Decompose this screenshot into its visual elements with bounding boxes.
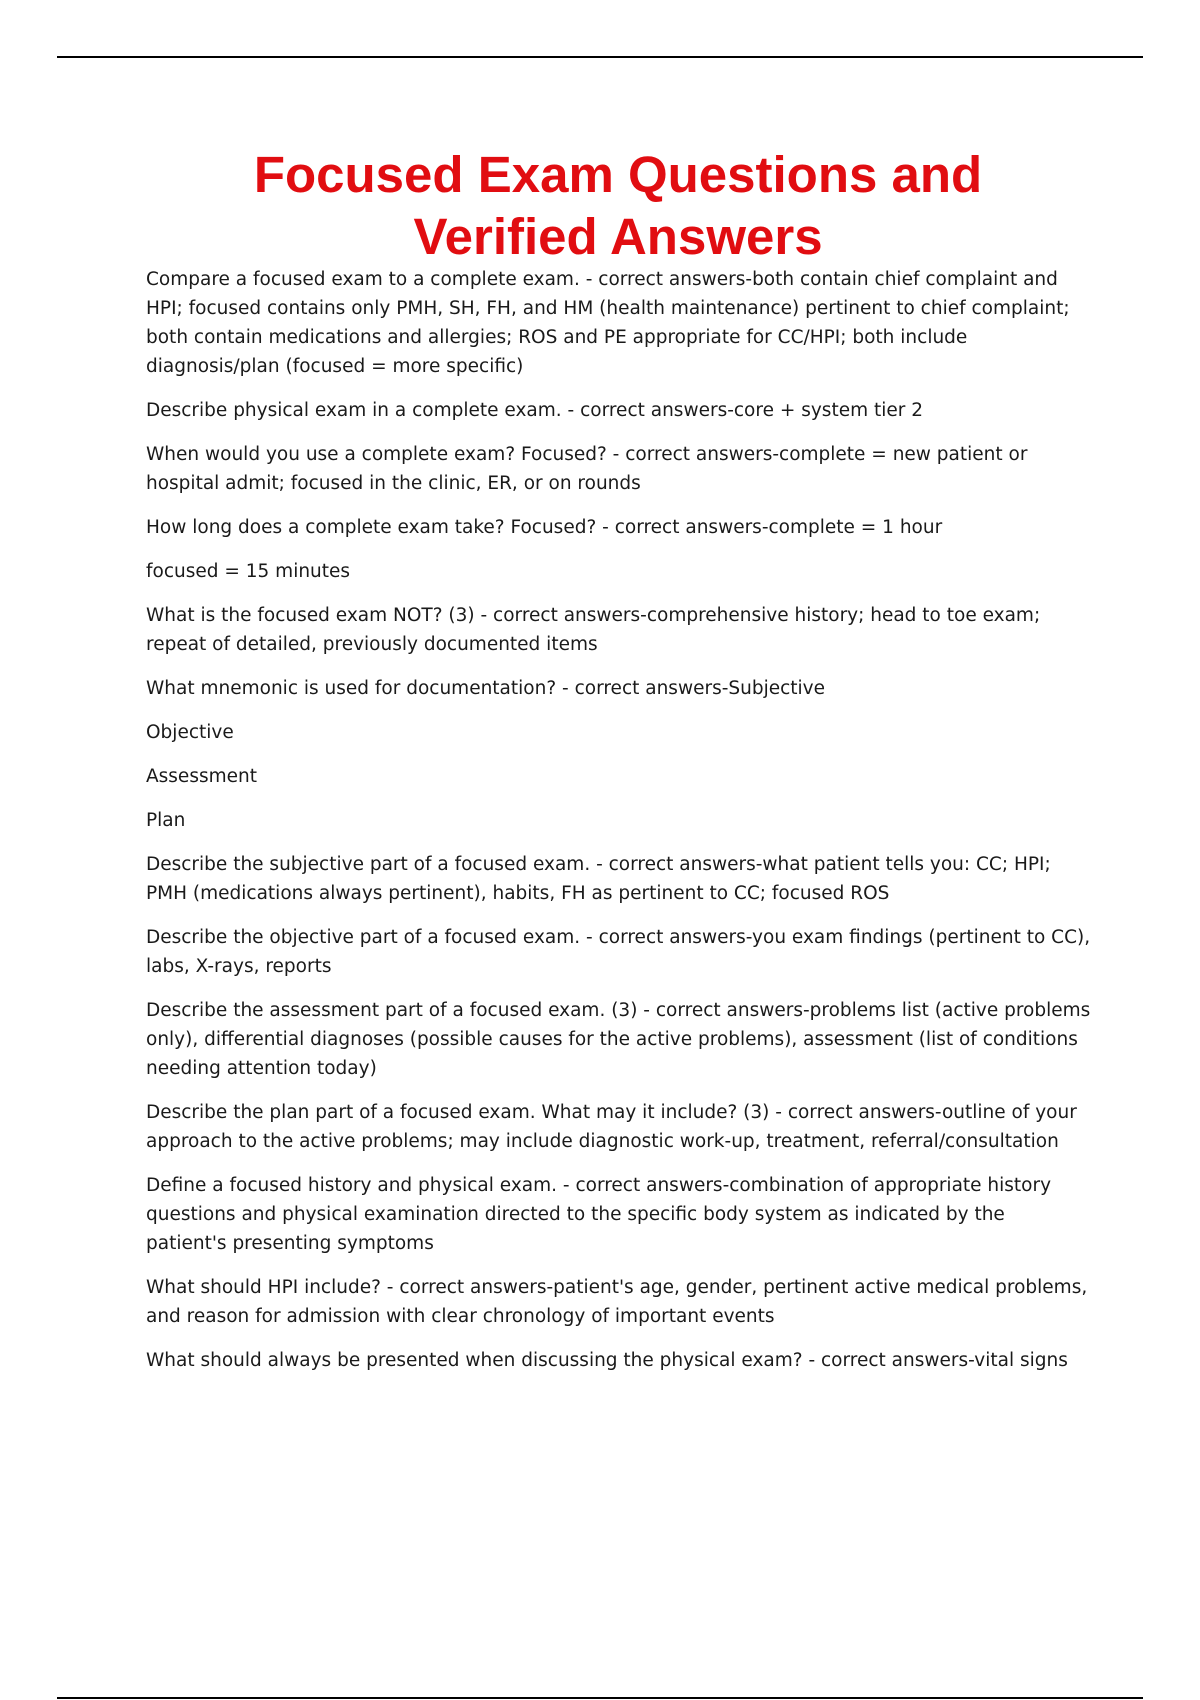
qa-paragraph: Describe physical exam in a complete exam. - correct answers-core + system tier 2 xyxy=(146,400,924,421)
qa-paragraph: Objective xyxy=(146,722,234,743)
qa-paragraph: When would you use a complete exam? Focused? - correct answers-complete = new patient or hospital admit; focused in the clinic, ER, or on rounds xyxy=(146,444,1028,494)
qa-paragraph: What mnemonic is used for documentation? - correct answers-Subjective xyxy=(146,678,826,699)
qa-paragraph: Describe the subjective part of a focused exam. - correct answers-what patient tells you: CC; HPI; PMH (medications always pertinent), habits, FH as pertinent to CC; focused ROS xyxy=(146,854,1051,904)
qa-content xyxy=(146,265,1091,1390)
top-divider xyxy=(57,56,1143,58)
title-line-1: Focused Exam Questions and xyxy=(253,146,983,203)
qa-paragraph: Describe the plan part of a focused exam. What may it include? (3) - correct answers-outline of your approach to the active problems; may include diagnostic work-up, treatment, referral/consultation xyxy=(146,1102,1077,1152)
qa-paragraph: focused = 15 minutes xyxy=(146,561,351,582)
bottom-divider xyxy=(57,1697,1143,1699)
qa-paragraph: Compare a focused exam to a complete exam. - correct answers-both contain chief complaint and HPI; focused contains only PMH, SH, FH, and HM (health maintenance) pertinent to chief complaint; both contain medications and allergies; ROS and PE appropriate for CC/HPI; both include diagnosis/plan (focused = more specific) xyxy=(146,269,1070,377)
qa-paragraph: What should HPI include? - correct answers-patient's age, gender, pertinent active medical problems, and reason for admission with clear chronology of important events xyxy=(146,1277,1088,1327)
qa-paragraph: How long does a complete exam take? Focused? - correct answers-complete = 1 hour xyxy=(146,517,943,538)
qa-paragraph: Assessment xyxy=(146,766,257,787)
page-title xyxy=(146,144,1090,268)
qa-paragraph: Define a focused history and physical exam. - correct answers-combination of appropriate history questions and physical examination directed to the specific body system as indicated by the patient's presenting symptoms xyxy=(146,1175,1052,1254)
qa-paragraph: What should always be presented when discussing the physical exam? - correct answers-vital signs xyxy=(146,1350,1068,1371)
title-line-2: Verified Answers xyxy=(413,208,823,265)
qa-paragraph: Describe the objective part of a focused exam. - correct answers-you exam findings (pertinent to CC), labs, X-rays, reports xyxy=(146,927,1091,977)
qa-paragraph: What is the focused exam NOT? (3) - correct answers-comprehensive history; head to toe exam; repeat of detailed, previously documented items xyxy=(146,605,1041,655)
qa-paragraph: Plan xyxy=(146,810,186,831)
qa-paragraph: Describe the assessment part of a focused exam. (3) - correct answers-problems list (active problems only), differential diagnoses (possible causes for the active problems), assessment (list of conditions needing attention today) xyxy=(146,1000,1091,1079)
